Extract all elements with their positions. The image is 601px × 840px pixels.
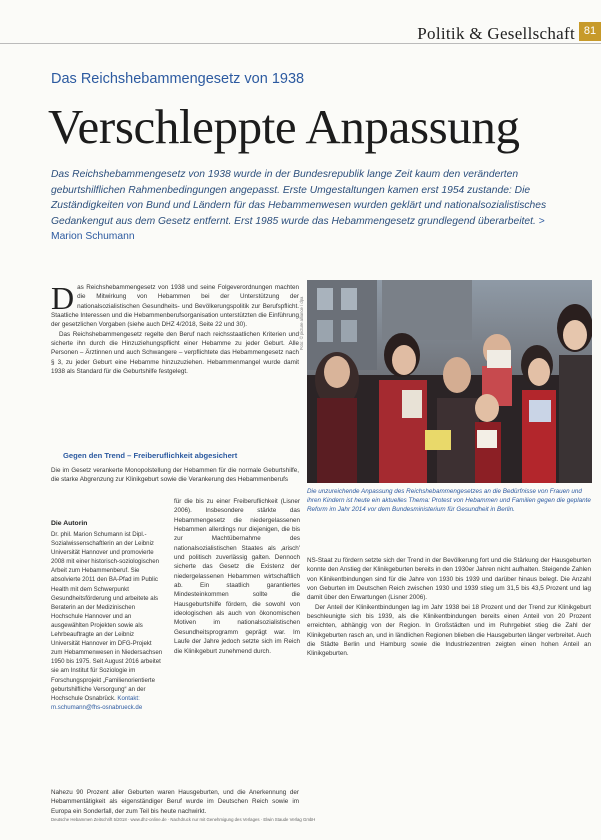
body-paragraph-col3-1: NS-Staat zu fördern setzte sich der Trend in der Bevölkerung fort und die Stärkung der Hausgeburten konnte den Anstieg der Klinikgeburten bereits in den 1930er Jahren nicht aufhalten. Steigende Zahlen von Klinikentbindungen sind für die Jahre von 1930 bis 1939 und darüber hinaus belegt. Die Anzahl von Geburten im Deutschen Reich zwischen 1930 und 1939 stieg um 31,5 bis 43,5 Prozent und lag damit über den Erwartungen (Lisner 2006). [307,557,591,602]
page-footer: Deutsche Hebammen Zeitschrift 5/2018 · www.dhz-online.de · Nachdruck nur mit Genehmigung des Verlages · Elwin Staude Verlag GmbH [51,817,316,822]
infobox-text [51,530,163,712]
body-column-1-top [51,280,299,376]
infobox-title: Die Autorin [51,520,88,527]
body-paragraph-4: Nahezu 90 Prozent aller Geburten waren Hausgeburten, und die Anerkennung der Hebammentätigkeit als eigenständiger Beruf wurde im Deutschen Reich sowie im Europa ein Sonderfall, der zum Teil bis heute nachwirkt. [51,789,299,815]
protest-photo-illustration [307,280,592,483]
article-kicker: Das Reichshebammengesetz von 1938 [51,71,305,87]
body-paragraph-col3-2: Der Anteil der Klinikentbindungen lag im Jahr 1938 bei 18 Prozent und der Trend zur Klinikgeburt beschleunigte sich bis 1939, als die Klinikentbindungen bereits einen Anteil von 20 Prozent erreichten, abhängig von der Region. In Großstädten und im Ruhrgebiet stieg die Zahl der Klinikgeburten rasch an, und in ländlichen Regionen blieben die Hausgeburten länger verbreitet. Auch die Städte Berlin und Hamburg sowie die Industriezentren zeigten einen hohen Anteil an Klinikgeburten. [307,603,591,658]
body-column-2: für die bis zu einer Freiberuflichkeit (Lisner 2006). Insbesondere stärkte das Hebammengesetz die niedergelassenen Hebammen allerdings nur diejenigen, die bis zur Machtübernahme des nationalsozialistischen Staates als ‚arisch' und politisch zuverlässig galten. Dennoch sicherte das Gesetz die Existenz der niedergelassenen Hebammen wirtschaftlich ab. Ein staatlich garantiertes Mindesteinkommen sollte die Hausgeburtshilfe fördern, die sowohl von ideologischen als auch von ökonomischen Motiven im nationalsozialistischen Gesundheitsprogramm geprägt war. Im Laufe der Jahre jedoch setzte sich im Reich die Klinikgeburt zunehmend durch. [174,498,300,655]
body-paragraph-1: as Reichshebammengesetz von 1938 und seine Folgeverordnungen machten die Mitwirkung von Hebammen bei der Unterstützung der nationalsozialistischen Gesundheits- und Bevölkerungspolitik zur Berufspflicht. Staatliche Interessen und die Hebammenberufsorganisation unterstützten die Einführung der gesetzlichen Vorgaben (siehe auch DHZ 4/2018, Seite 22 und 30). [51,284,299,329]
body-paragraph-3: Die im Gesetz verankerte Monopolstellung der Hebammen für die normale Geburtshilfe, die starke Abgrenzung zur Klinikgeburt sowie die Verankerung des Hebammenberufs [51,467,299,484]
article-title: Verschleppte Anpassung [48,99,520,154]
body-paragraph-2: Das Reichshebammengesetz regelte den Beruf nach reichsstaatlichen Kriterien und sicherte ihn durch die Hinzuziehungspflicht einer Hebamme zu jeder Geburt. Alle Personen – Ärztinnen und auch Schwangere – verpflichtete das Hebammengesetz nach § 3, zu jeder Geburt eine Hebamme hinzuzuziehen. Hebammenmangel wurde damit 1938 als Standard für die Geburtshilfe festgelegt. [51,330,299,376]
author-infobox [51,520,163,712]
page-number-badge: 81 [579,22,601,41]
photo-caption: Die unzureichende Anpassung des Reichshebammengesetzes an die Bedürfnisse von Frauen und ihren Kindern ist heute ein aktuelles Thema: Protest von Hebammen und Familien gegen die geplante Reform im Jahr 2014 vor dem Bundesministerium für Gesundheit in Berlin. [307,488,591,513]
drop-cap: D [51,280,75,316]
section-subhead: Gegen den Trend – Freiberuflichkeit abgesichert [63,451,238,460]
protest-photo [307,280,592,483]
section-label: Politik & Gesellschaft [417,24,575,43]
body-column-3 [307,556,591,659]
infobox-contact-link[interactable]: Kontakt: m.schumann@fhs-osnabrueck.de [51,694,143,711]
lead-text: Das Reichshebammengesetz von 1938 wurde in der Bundesrepublik lange Zeit kaum den veränderten geburtshilflichen Rahmenbedingungen angepasst. Erste Umgestaltungen kamen erst 1954 zustande: Die Zuständigkeiten von Bund und Ländern für das Hebammenwesen wurden geklärt und nationalsozialistisches Gedankengut aus dem Gesetz entfernt. Erst 1985 wurde das Hebammengesetz grundlegend überarbeitet. [51,169,547,227]
infobox-bio: Dr. phil. Marion Schumann ist Dipl.-Sozialwissenschaftlerin an der Leibniz Universität Hannover und promovierte 2008 mit einer historisch-soziologischen Arbeit zum Hebammenberuf. Sie absolvierte 2011 den BA-Pfad im Public Health mit dem Schwerpunkt Gesundheitsförderung und arbeitete als Beraterin an der Medizinischen Hochschule Hannover und an ausgewählten Projekten sowie als Lehrbeauftragte an der Leibniz Universität Hannover im DFG-Projekt zum Hebammenwesen in Niedersachsen 1950 bis 1975. Seit August 2016 arbeitet sie am Institut für Soziologie im Forschungsprojekt „Familienorientierte geburtshilfliche Versorgung“ an der Hochschule Osnabrück. [51,531,163,702]
article-lead [51,167,548,245]
photo-credit: Foto: © picture alliance / dpa [299,296,304,350]
author-byline: > Marion Schumann [51,215,545,243]
